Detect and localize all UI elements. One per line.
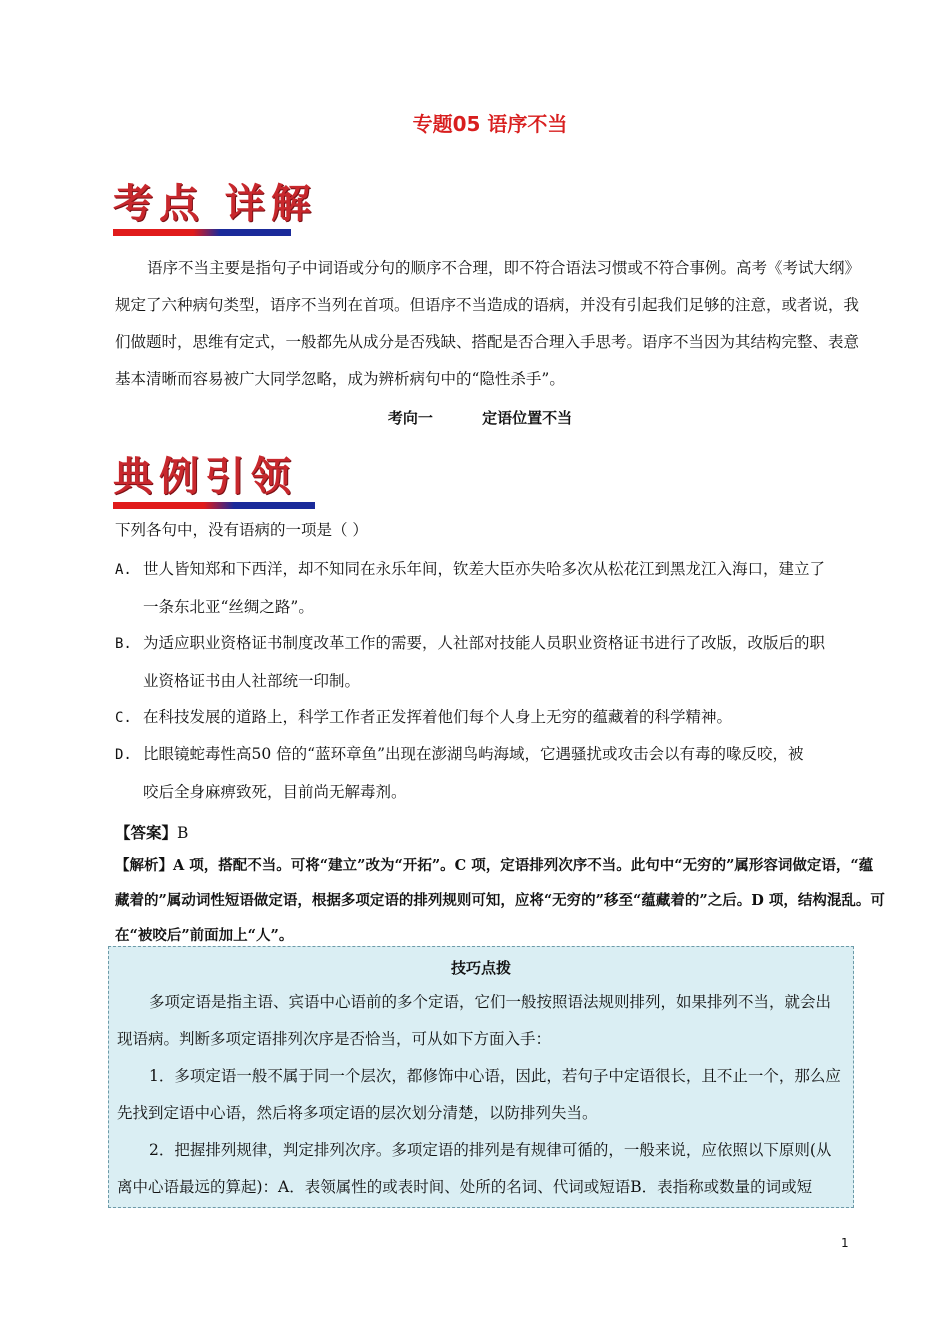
option-d-label: D. xyxy=(115,747,132,763)
option-b-line2: 业资格证书由人社部统一印制。 xyxy=(143,672,361,690)
option-b xyxy=(115,625,885,700)
option-d-line1: 比眼镜蛇毒性高50 倍的“蓝环章鱼”出现在澎湖鸟屿海域，它遇骚扰或攻击会以有毒的喙反咬，被 xyxy=(143,745,804,763)
banner-dianli-text: 典例引领 xyxy=(113,454,297,500)
banner-dianli xyxy=(113,445,315,509)
option-c-line1: 在科技发展的道路上，科学工作者正发挥着他们每个人身上无穷的蕴藏着的科学精神。 xyxy=(143,708,733,726)
option-a-label: A. xyxy=(115,562,132,578)
option-a xyxy=(115,551,885,626)
section-topic: 定语位置不当 xyxy=(482,409,573,427)
tip-paragraph: 2．把握排列规律，判定排列次序。多项定语的排列是有规律可循的，一般来说，应依照以下原则(从离中心语最远的算起)：A．表领属性的或表时间、处所的名词、代词或短语B．表指称或数量的词或短 xyxy=(117,1141,832,1196)
option-d xyxy=(115,736,885,811)
tip-paragraph: 1．多项定语一般不属于同一个层次，都修饰中心语，因此，若句子中定语很长，且不止一个，那么应先找到定语中心语，然后将多项定语的层次划分清楚，以防排列失当。 xyxy=(117,1067,841,1122)
analysis-label: 【解析】 xyxy=(115,857,173,874)
option-a-line1: 世人皆知郑和下西洋，却不知同在永乐年间，钦差大臣亦失哈多次从松花江到黑龙江入海口，建立了 xyxy=(143,560,826,578)
option-b-label: B. xyxy=(115,636,132,652)
analysis-text: A 项，搭配不当。可将“建立”改为“开拓”。C 项，定语排列次序不当。此句中“无穷的”属形容词做定语，“蕴藏着的”属动词性短语做定语，根据多项定语的排列规则可知，应将“无穷的”移至“蕴藏着的”之后。D 项，结构混乱。可在“被咬后”前面加上“人”。 xyxy=(115,857,885,944)
option-c xyxy=(115,699,885,737)
option-d-line2: 咬后全身麻痹致死，目前尚无解毒剂。 xyxy=(143,783,407,801)
banner-dianli-bar xyxy=(113,502,315,509)
banner-kaodian-text: 考点 详解 xyxy=(113,181,317,227)
tip-body xyxy=(117,984,845,1206)
option-c-label: C. xyxy=(115,710,132,726)
tip-box xyxy=(108,946,854,1208)
answer-label: 【答案】 xyxy=(115,824,178,842)
answer-value: B xyxy=(177,824,189,842)
answer xyxy=(115,821,188,843)
option-b-line1: 为适应职业资格证书制度改革工作的需要，人社部对技能人员职业资格证书进行了改版，改版后的职 xyxy=(143,634,826,652)
page-title: 专题05 语序不当 xyxy=(412,112,568,136)
section-heading xyxy=(0,407,950,428)
tip-paragraph: 多项定语是指主语、宾语中心语前的多个定语，它们一般按照语法规则排列，如果排列不当，就会出现语病。判断多项定语排列次序是否恰当，可从如下方面入手： xyxy=(117,993,832,1048)
banner-kaodian-bar xyxy=(113,229,291,236)
section-label: 考向一 xyxy=(387,409,433,427)
option-a-line2: 一条东北亚“丝绸之路”。 xyxy=(143,598,314,616)
analysis xyxy=(115,848,885,953)
page-number: 1 xyxy=(841,1236,849,1250)
tip-title: 技巧点拨 xyxy=(450,959,511,977)
intro-paragraph: 语序不当主要是指句子中词语或分句的顺序不合理，即不符合语法习惯或不符合事例。高考《考试大纲》规定了六种病句类型，语序不当列在首项。但语序不当造成的语病，并没有引起我们足够的注意，或者说，我们做题时，思维有定式，一般都先从成分是否残缺、搭配是否合理入手思考。语序不当因为其结构完整、表意基本清晰而容易被广大同学忽略，成为辨析病句中的“隐性杀手”。 xyxy=(115,259,861,388)
question-stem: 下列各句中，没有语病的一项是（ ） xyxy=(115,521,368,539)
banner-kaodian xyxy=(113,172,317,236)
